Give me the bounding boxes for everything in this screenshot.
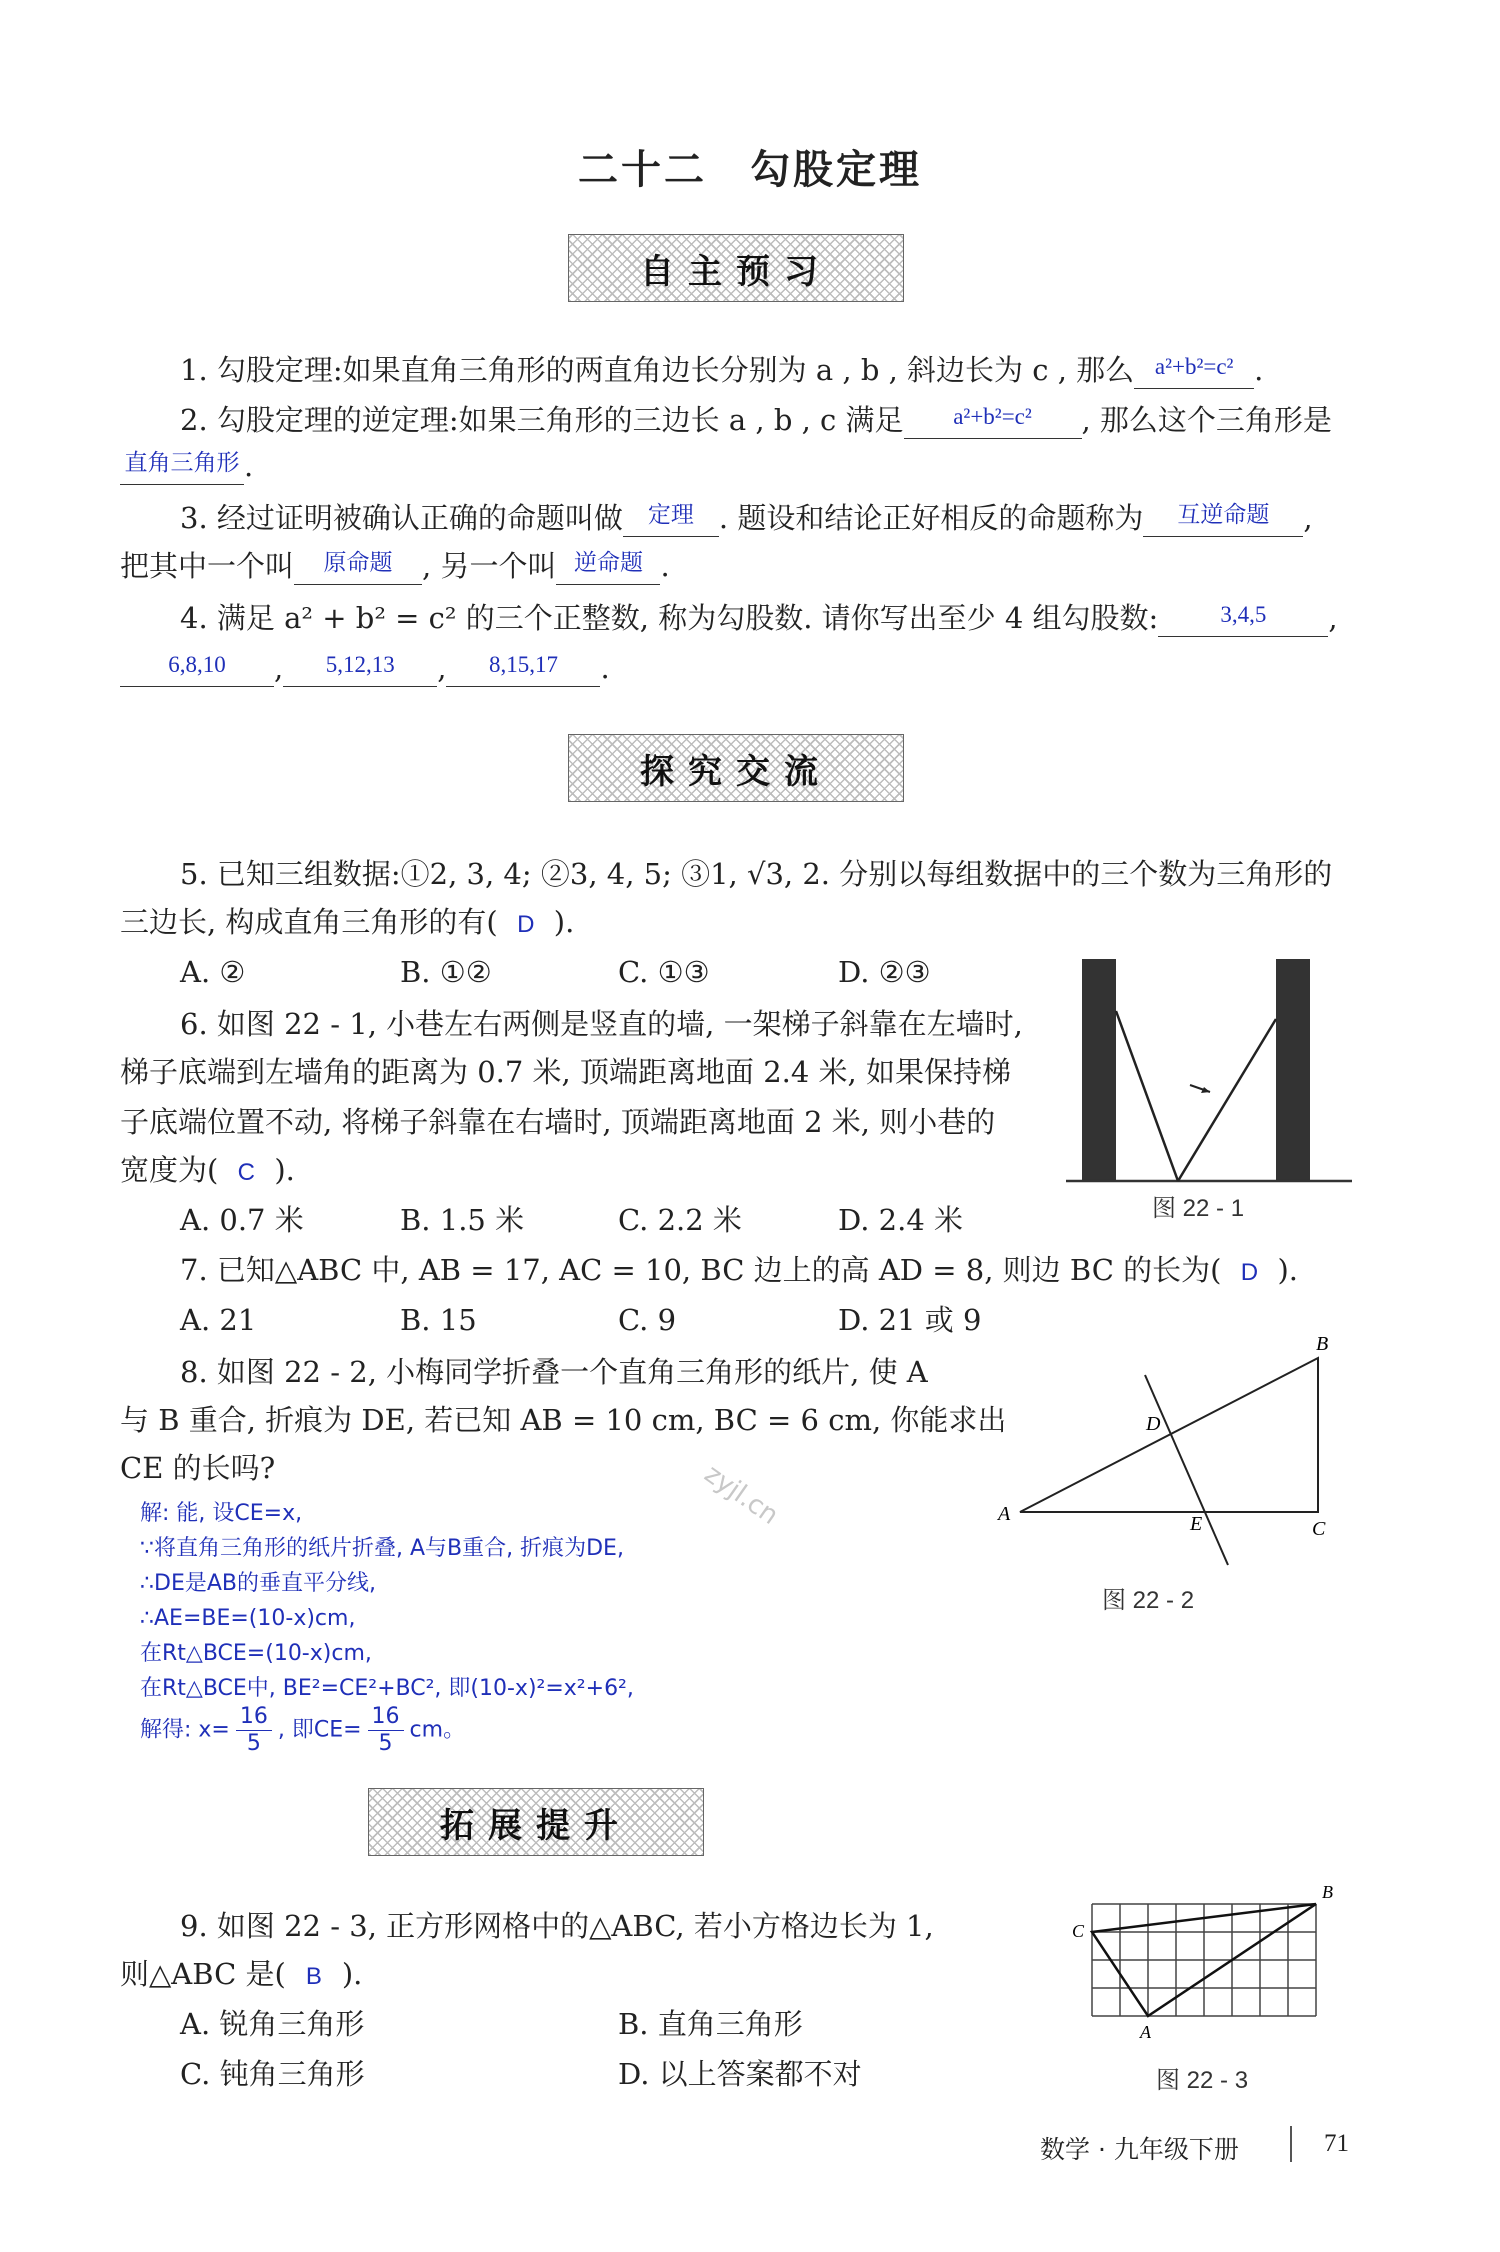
question-6-line-2: 梯子底端到左墙角的距离为 0.7 米, 顶端距离地面 2.4 米, 如果保持梯 (120, 1055, 1011, 1089)
section-title: 自主预习 (640, 251, 832, 292)
section-title: 拓展提升 (440, 1805, 632, 1846)
answer-blank: 逆命题 (556, 551, 660, 585)
solution-line-7: 解得: x= $\frac{16}{5}$ , 即CE= $\frac{16}{5}$ cm。 (140, 1704, 466, 1756)
label-c: C (1072, 1921, 1085, 1941)
option-a: A. 21 (180, 1303, 257, 1337)
figure-22-1 (1060, 955, 1360, 1185)
question-6-line-3: 子底端位置不动, 将梯子斜靠在右墙时, 顶端距离地面 2 米, 则小巷的 (120, 1105, 996, 1139)
solution-line-2: ∵将直角三角形的纸片折叠, A与B重合, 折痕为DE, (140, 1536, 624, 1561)
answer-blank: a²+b²=c² (1134, 355, 1254, 389)
label-a: A (1140, 2022, 1151, 2042)
question-9-cont: 则△ABC 是( B ). (120, 1957, 363, 1991)
section-title: 探究交流 (640, 751, 832, 792)
grid (1092, 1904, 1316, 2016)
option-d: D. ②③ (838, 955, 931, 989)
ladder-left (1116, 1011, 1178, 1181)
page-title: 二十二 勾股定理 (578, 147, 922, 193)
option-c: C. 9 (618, 1303, 677, 1337)
answer-blank: 6,8,10 (120, 653, 274, 687)
answer-blank: 原命题 (294, 551, 422, 585)
option-b: B. 15 (400, 1303, 477, 1337)
figure-caption: 图 22 - 3 (1156, 2067, 1249, 2094)
watermark: zyjl.cn (698, 1459, 784, 1531)
section-header-preview (568, 234, 904, 302)
answer-blank: a²+b²=c² (904, 405, 1082, 439)
question-3-cont: 把其中一个叫 $^{原命题}$ , 另一个叫 $^{逆命题}$ . (120, 549, 670, 583)
question-2-cont: $^{直角三角形}$ . (120, 444, 253, 488)
question-9: 9. 如图 22 - 3, 正方形网格中的△ABC, 若小方格边长为 1, (180, 1909, 934, 1943)
question-5-cont: 三边长, 构成直角三角形的有( D ). (120, 905, 575, 939)
option-c: C. ①③ (618, 955, 710, 989)
option-d: D. 21 或 9 (838, 1303, 982, 1337)
label-b: B (1322, 1882, 1333, 1902)
question-8-line-1: 8. 如图 22 - 2, 小梅同学折叠一个直角三角形的纸片, 使 A (180, 1355, 928, 1389)
option-b: B. 1.5 米 (400, 1203, 525, 1237)
option-b: B. 直角三角形 (618, 2007, 803, 2041)
option-d: D. 2.4 米 (838, 1203, 963, 1237)
question-4-cont: $^{6,8,10}$ , $^{5,12,13}$ , $^{8,15,17}$ . (120, 646, 610, 690)
option-a: A. 锐角三角形 (180, 2007, 365, 2041)
left-wall (1082, 959, 1116, 1181)
label-e: E (1190, 1513, 1203, 1535)
triangle-abc (1020, 1358, 1318, 1512)
option-a: A. ② (180, 955, 246, 989)
question-8-line-2: 与 B 重合, 折痕为 DE, 若已知 AB = 10 cm, BC = 6 cm, 你能求出 (120, 1403, 1007, 1437)
answer-blank: 定理 (623, 503, 719, 537)
solution-line-5: 在Rt△BCE=(10-x)cm, (140, 1641, 372, 1666)
footer-book: 数学 · 九年级下册 (1040, 2135, 1239, 2164)
answer-blank: 直角三角形 (120, 451, 244, 485)
footer-divider (1290, 2126, 1292, 2162)
section-header-explore (568, 734, 904, 802)
solution-line-6: 在Rt△BCE中, BE²=CE²+BC², 即(10-x)²=x²+6², (140, 1676, 634, 1701)
question-1: 1. 勾股定理:如果直角三角形的两直角边长分别为 a , b , 斜边长为 c , 那么 $^{a^2+b^2=c^2}$ . (180, 353, 1264, 387)
fraction: $\frac{16}{5}$ (236, 1704, 272, 1757)
question-6-line-1: 6. 如图 22 - 1, 小巷左右两侧是竖直的墙, 一架梯子斜靠在左墙时, (180, 1007, 1023, 1041)
fold-line-de (1145, 1375, 1228, 1565)
section-header-extend (368, 1788, 704, 1856)
option-c: C. 2.2 米 (618, 1203, 742, 1237)
question-5: 5. 已知三组数据:①2, 3, 4; ②3, 4, 5; ③1, √3, 2. 分别以每组数据中的三个数为三角形的 (180, 857, 1333, 891)
label-b: B (1316, 1333, 1329, 1355)
option-d: D. 以上答案都不对 (618, 2057, 862, 2091)
right-wall (1276, 959, 1310, 1181)
label-d: D (1146, 1413, 1161, 1435)
answer-blank: 5,12,13 (283, 653, 437, 687)
question-4: 4. 满足 a² + b² = c² 的三个正整数, 称为勾股数. 请你写出至少 4 组勾股数: $^{3,4,5}$ , (180, 601, 1338, 635)
figure-22-3 (1060, 1870, 1360, 2050)
question-2: 2. 勾股定理的逆定理:如果三角形的三边长 a , b , c 满足 $^{a^2+b^2=c^2}$ , 那么这个三角形是 (180, 403, 1332, 437)
solution-line-1: 解: 能, 设CE=x, (140, 1501, 303, 1526)
figure-caption: 图 22 - 1 (1152, 1195, 1245, 1222)
question-7: 7. 已知△ABC 中, AB = 17, AC = 10, BC 边上的高 AD = 8, 则边 BC 的长为( D ). (180, 1253, 1298, 1287)
solution-line-4: ∴AE=BE=(10-x)cm, (140, 1606, 356, 1631)
answer-blank: 3,4,5 (1158, 603, 1328, 637)
page-number: 71 (1324, 2130, 1349, 2157)
option-c: C. 钝角三角形 (180, 2057, 365, 2091)
solution-line-3: ∴DE是AB的垂直平分线, (140, 1571, 376, 1596)
answer-blank: 互逆命题 (1143, 503, 1303, 537)
option-a: A. 0.7 米 (180, 1203, 304, 1237)
option-b: B. ①② (400, 955, 492, 989)
ladder-right (1178, 1019, 1276, 1181)
question-8-line-3: CE 的长吗? (120, 1451, 276, 1485)
figure-caption: 图 22 - 2 (1102, 1587, 1195, 1614)
label-a: A (998, 1503, 1011, 1525)
question-6-line-4: 宽度为( C ). (120, 1153, 295, 1187)
figure-22-2 (990, 1330, 1350, 1580)
label-c: C (1312, 1518, 1326, 1540)
fraction: $\frac{16}{5}$ (368, 1704, 404, 1757)
question-3: 3. 经过证明被确认正确的命题叫做 $^{定理}$ . 题设和结论正好相反的命题称为 $^{互逆命题}$ , (180, 501, 1313, 535)
answer-blank: 8,15,17 (446, 653, 600, 687)
